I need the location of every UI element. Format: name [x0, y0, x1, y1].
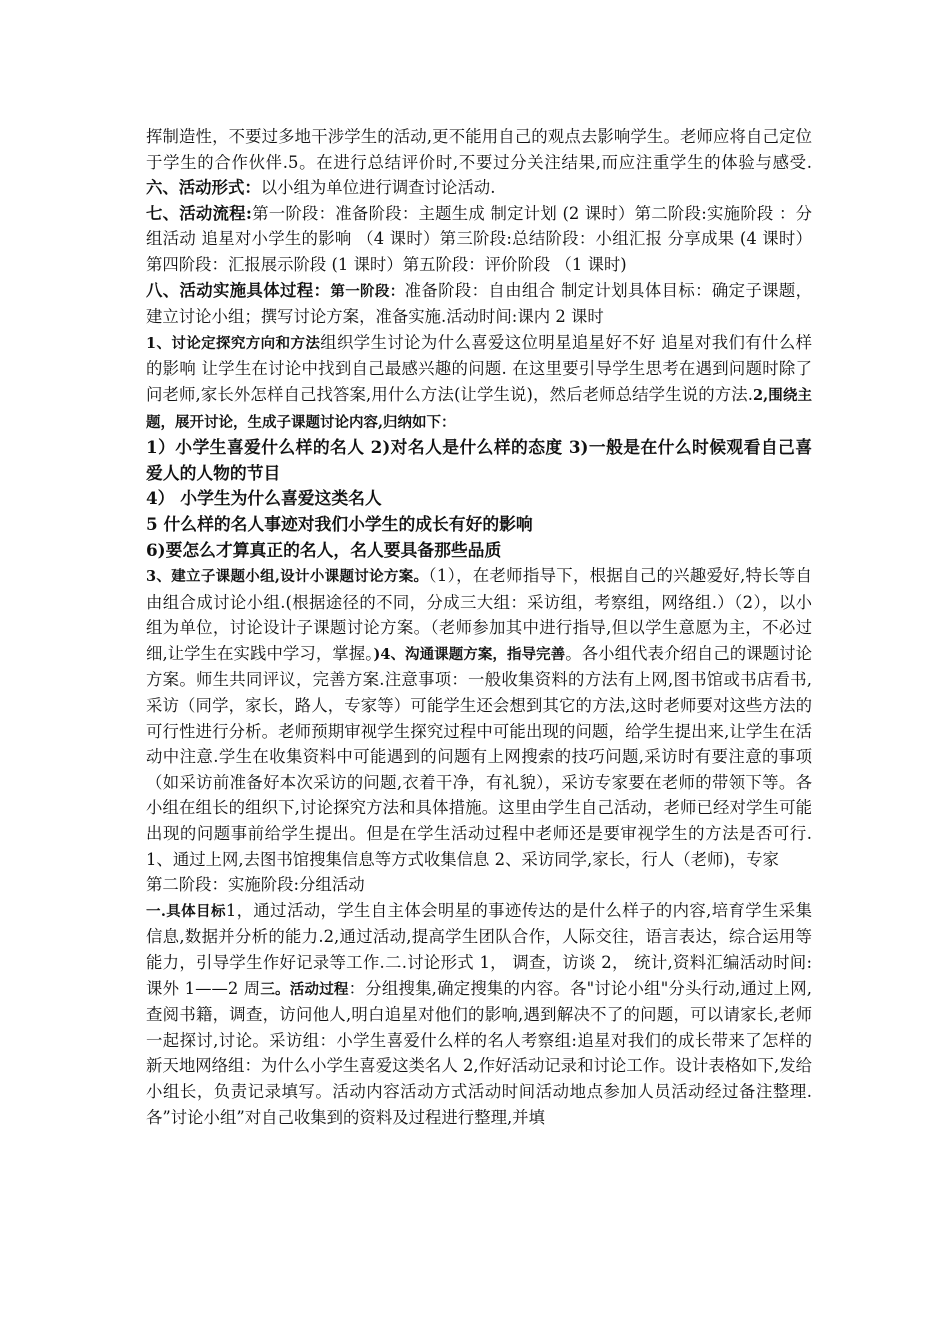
body-text: 挥制造性，不要过多地干涉学生的活动,更不能用自己的观点去影响学生。老师应将自己定位于学生的合作伙伴.5。在进行总结评价时,不要过分关注结果,而应注重学生的体验与感受. — [146, 127, 812, 172]
paragraph-subtopic-groups — [146, 563, 812, 872]
question-4: 4） 小学生为什么喜爱这类名人 — [146, 488, 382, 509]
paragraph-specific-goals — [146, 898, 812, 1130]
stage-label: 第一阶段： — [330, 282, 405, 300]
paragraph-implementation — [146, 278, 812, 330]
stage-two-heading: 第二阶段：实施阶段:分组活动 — [146, 875, 365, 895]
question-6: 6)要怎么才算真正的名人，名人要具备那些品质 — [146, 539, 502, 560]
document-page — [146, 124, 812, 1130]
body-text: ：分组搜集,确定搜集的内容。各"讨论小组"分头行动,通过上网,查阅书籍，调查，访问他人,明白追星对他们的影响,遇到解决不了的问题，可以请家长,老师一起探讨,讨论。采访组：小学生喜爱什么样的名人考察组:追星对我们的成长带来了怎样的新天地网络组：为什么小学生喜爱这类名人 2,作好活动记录和讨论工作。设计表格如下,发给小组长，负责记录填写。活动内容活动方式活动时间活动地点参加人员活动经过备注整理.各”讨论小组”对自己收集到的资料及过程进行整理,并填 — [146, 978, 813, 1127]
section-heading-8: 八、活动实施具体过程： — [146, 280, 331, 300]
section-heading-7: 七、活动流程: — [146, 203, 252, 223]
step-heading-4: )4、沟通课题方案，指导完善 — [373, 645, 566, 663]
section-heading-6: 六、活动形式： — [146, 178, 261, 198]
process-heading: 三。活动过程 — [260, 980, 349, 998]
paragraph-activity-flow — [146, 201, 812, 278]
step-heading-2: 2,围绕主题，展开讨论，生成子课题讨论内容,归纳如下： — [146, 386, 812, 431]
paragraph-activity-form — [146, 124, 812, 201]
step-heading-1: 1、讨论定探究方向和方法 — [146, 334, 321, 352]
paragraph-discussion-direction — [146, 330, 812, 435]
body-text: 1，通过活动，学生自主体会明星的事迹传达的是什么样子的内容,培育学生采集信息,数据并分析的能力.2,通过活动,提高学生团队合作，人际交往，语言表达，综合运用等能力，引导学生作好记录等工作.二.讨论形式 1， 调查，访谈 2， 统计,资料汇编活动时间:课外 1——2 周 — [146, 900, 812, 998]
body-text: 以小组为单位进行调查讨论活动. — [260, 178, 496, 198]
step-heading-3: 3、建立子课题小组,设计小课题讨论方案。 — [146, 568, 429, 586]
question-5: 5 什么样的名人事迹对我们小学生的成长有好的影响 — [146, 513, 533, 534]
body-text: （1），在老师指导下，根据自己的兴趣爱好,特长等自由组合成讨论小组.(根据途径的不同，分成三大组：采访组，考察组，网络组.）（2），以小组为单位，讨论设计子课题讨论方案。（老师参加其中进行指导,但以学生意愿为主，不必过细,让学生在实践中学习，掌握。 — [146, 566, 812, 663]
goal-heading: 一.具体目标 — [146, 902, 226, 920]
body-text: 第一阶段：准备阶段：主题生成 制定计划 (2 课时）第二阶段:实施阶段 ：分组活动 追星对小学生的影响 （4 课时）第三阶段:总结阶段：小组汇报 分享成果 (4 课时）第四阶段：汇报展示阶段 (1 课时）第五阶段：评价阶段 （1 课时) — [146, 203, 812, 274]
body-text: 。各小组代表介绍自己的课题讨论方案。师生共同评议，完善方案.注意事项：一般收集资料的方法有上网,图书馆或书店看书,采访（同学，家长，路人，专家等）可能学生还会想到其它的方法,这时老师要对这些方法的可行性进行分析。老师预期审视学生探究过程中可能出现的问题，给学生提出来,让学生在活动中注意.学生在收集资料中可能遇到的问题有上网搜索的技巧问题,采访时有要注意的事项（如采访前准备好本次采访的问题,衣着干净，有礼貌），采访专家要在老师的带领下等。各小组在组长的组织下,讨论探究方法和具体措施。这里由学生自己活动，老师已经对学生可能出现的问题事前给学生提出。但是在学生活动过程中老师还是要审视学生的方法是否可行.1、通过上网,去图书馆搜集信息等方式收集信息 2、采访同学,家长，行人（老师)，专家 — [146, 643, 813, 869]
body-text: 组织学生讨论为什么喜爱这位明星追星好不好 追星对我们有什么样的影响 让学生在讨论中找到自己最感兴趣的问题. 在这里要引导学生思考在遇到问题时除了问老师,家长外怎样自己找答案,用什么方法(让学生说)，然后老师总结学生说的方法. — [146, 332, 812, 404]
body-text: 准备阶段：自由组合 制定计划具体目标：确定子课题，建立讨论小组；撰写讨论方案，准备实施.活动时间:课内 2 课时 — [146, 280, 813, 327]
question-1-3: 1）小学生喜爱什么样的名人 2)对名人是什么样的态度 3)一般是在什么时候观看自己喜爱人的人物的节目 — [146, 437, 812, 483]
